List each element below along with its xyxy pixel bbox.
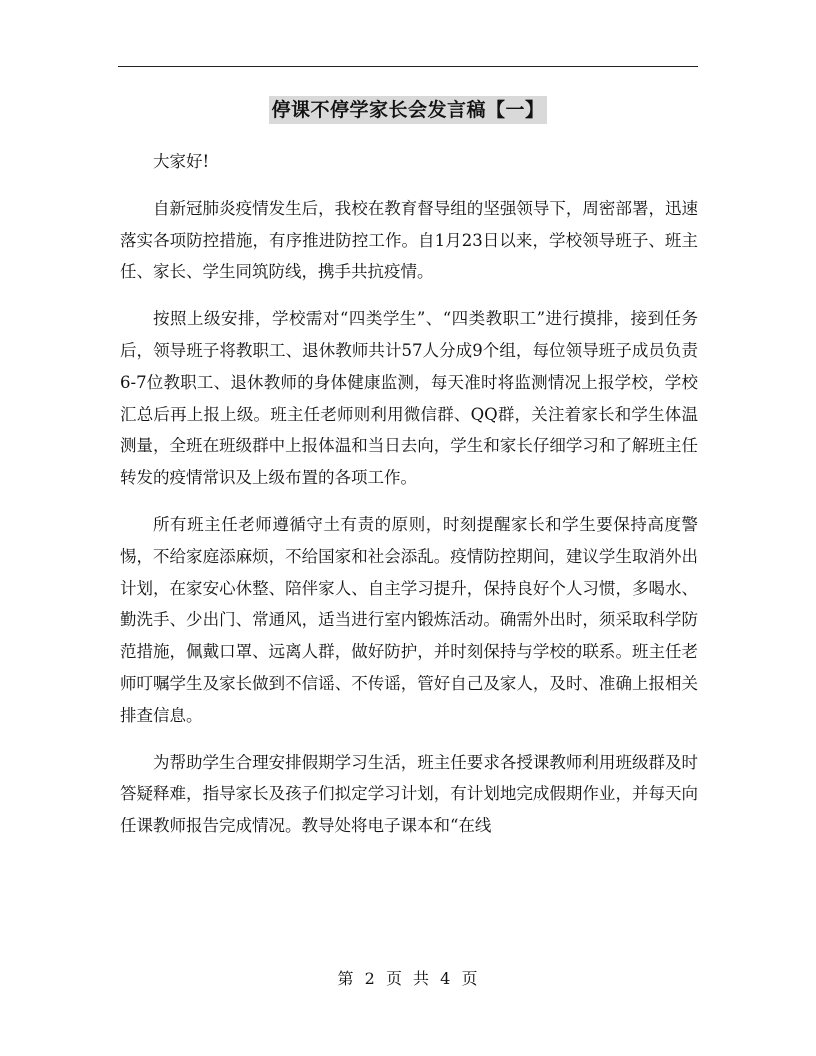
paragraph: 自新冠肺炎疫情发生后，我校在教育督导组的坚强领导下，周密部署，迅速落实各项防控措施，有序推进防控工作。自1月23日以来，学校领导班子、班主任、家长、学生同筑防线，携手共抗疫情。 xyxy=(120,198,698,282)
paragraph: 按照上级安排，学校需对“四类学生”、“四类教职工”进行摸排，接到任务后，领导班子将教职工、退休教师共计57人分成9个组，每位领导班子成员负责6-7位教职工、退休教师的身体健康监测，每天准时将监测情况上报学校，学校汇总后再上报上级。班主任老师则利用微信群、QQ群，关注着家长和学生体温测量，全班在班级群中上报体温和当日去向，学生和家长仔细学习和了解班主任转发的疫情常识及上级布置的各项工作。 xyxy=(120,309,698,488)
footer-label-unit-end: 页 xyxy=(461,969,479,988)
footer-label-unit: 页 xyxy=(385,969,403,988)
footer-label-page: 第 xyxy=(337,969,355,988)
page-footer xyxy=(0,968,816,990)
footer-current-page: 2 xyxy=(364,969,376,988)
header-rule xyxy=(118,66,698,67)
document-title: 停课不停学家长会发言稿【一】 xyxy=(269,96,546,124)
paragraph: 所有班主任老师遵循守土有责的原则，时刻提醒家长和学生要保持高度警惕，不给家庭添麻烦，不给国家和社会添乱。疫情防控期间，建议学生取消外出计划，在家安心休整、陪伴家人、自主学习提升，保持良好个人习惯，多喝水、勤洗手、少出门、常通风，适当进行室内锻炼活动。确需外出时，须采取科学防范措施，佩戴口罩、远离人群，做好防护，并时刻保持与学校的联系。班主任老师叮嘱学生及家长做到不信谣、不传谣，管好自己及家人，及时、准确上报相关排查信息。 xyxy=(120,514,698,725)
document-body xyxy=(120,146,698,842)
footer-label-total: 共 xyxy=(413,969,431,988)
title-container xyxy=(0,96,816,124)
footer-total-pages: 4 xyxy=(440,969,452,988)
paragraph: 为帮助学生合理安排假期学习生活，班主任要求各授课教师利用班级群及时答疑释难，指导家长及孩子们拟定学习计划，有计划地完成假期作业，并每天向任课教师报告完成情况。教导处将电子课本和“在线 xyxy=(120,752,698,836)
paragraph-greeting: 大家好! xyxy=(153,152,210,171)
